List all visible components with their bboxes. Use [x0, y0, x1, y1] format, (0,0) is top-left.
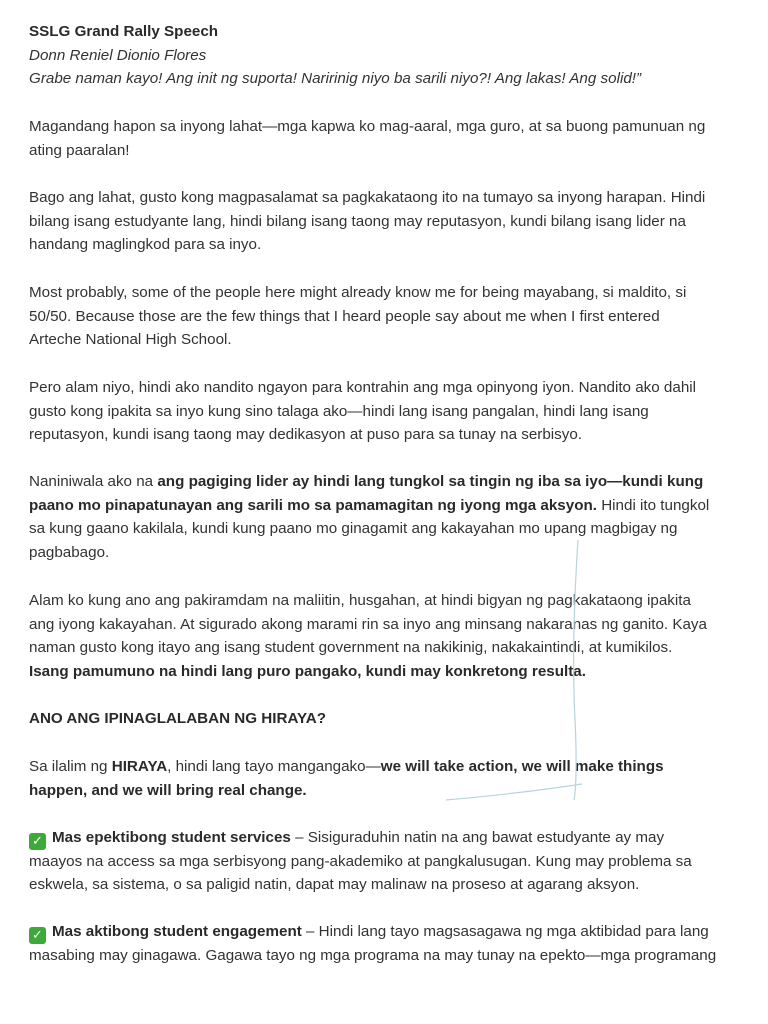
- emphasis-text: paano mo pinapatunayan ang sarili mo sa pamamagitan ng iyong mga aksyon.: [29, 496, 597, 514]
- paragraph-greeting: [29, 115, 747, 162]
- paragraph-hiraya: [29, 755, 747, 802]
- text-line: sa kung gaano kakilala, kundi kung paano mo ginagamit ang kakayahan mo upang magbigay ng: [29, 520, 678, 538]
- text-line: Bago ang lahat, gusto kong magpasalamat sa pagkakataong ito na tumayo sa inyong harapan. Hindi: [29, 189, 706, 206]
- text-line: [29, 494, 747, 518]
- party-name: HIRAYA: [111, 758, 168, 775]
- author-name: Donn Reniel Dionio Flores: [29, 46, 207, 64]
- text-line: [29, 470, 747, 494]
- emphasis-text: Mas epektibong student services: [52, 829, 291, 846]
- section-heading: [29, 707, 747, 731]
- text-run: – Hindi lang tayo magsasagawa ng mga aktibidad para lang: [301, 923, 709, 940]
- document-header: [29, 20, 747, 91]
- text-line: [29, 826, 747, 850]
- text-line: naman gusto kong itayo ang isang student government na nakikinig, nakakaintindi, at kumikilos.: [29, 639, 673, 657]
- text-run: Sa ilalim ng: [29, 758, 112, 775]
- document-title: SSLG Grand Rally Speech: [29, 23, 219, 40]
- text-line: gusto kong ipakita sa inyo kung sino talaga ako—hindi lang isang pangalan, hindi lang isang: [29, 402, 649, 420]
- paragraph-gratitude: [29, 186, 747, 257]
- text-line: 50/50. Because those are the few things that I heard people say about me when I first entered: [29, 307, 660, 325]
- text-run: – Sisiguraduhin natin na ang bawat estudyante ay may: [290, 829, 665, 846]
- text-line: [29, 779, 747, 803]
- emphasis-text: happen, and we will bring real change.: [29, 781, 307, 799]
- text-line: Magandang hapon sa inyong lahat—mga kapwa ko mag-aaral, mga guro, at sa buong pamunuan ng: [29, 118, 706, 135]
- emphasis-text: Isang pamumuno na hindi lang puro pangako, kundi may konkretong resulta.: [29, 662, 586, 680]
- text-line: ang iyong kakayahan. At sigurado akong marami rin sa inyo ang minsang nakaranas ng ganito. Kaya: [29, 615, 707, 633]
- text-line: reputasyon, kundi isang taong may dedikasyon at puso para sa tunay na serbisyo.: [29, 426, 583, 444]
- paragraph-student-engagement: [29, 920, 747, 967]
- emphasis-text: we will take action, we will make things: [380, 758, 664, 775]
- text-line: [29, 660, 747, 684]
- text-run: , hindi lang tayo mangangako—: [167, 758, 381, 775]
- text-line: Alam ko kung ano ang pakiramdam na maliitin, husgahan, at hindi bigyan ng pagkakataong ipakita: [29, 592, 691, 609]
- text-line: [29, 920, 747, 944]
- check-mark-icon: ✓: [29, 833, 46, 850]
- text-line: [29, 755, 747, 779]
- text-line: Arteche National High School.: [29, 331, 232, 349]
- opening-quote: Grabe naman kayo! Ang init ng suporta! Naririnig niyo ba sarili niyo?! Ang lakas! Ang solid!”: [29, 70, 642, 88]
- paragraph-belief: [29, 470, 747, 564]
- text-run: Naniniwala ako na: [29, 473, 158, 490]
- section-heading-text: ANO ANG IPINAGLALABAN NG HIRAYA?: [29, 710, 327, 727]
- text-line: masabing may ginagawa. Gagawa tayo ng mga programa na may tunay na epekto—mga programang: [29, 946, 717, 964]
- text-line: pagbabago.: [29, 543, 110, 561]
- paragraph-feeling: [29, 589, 747, 683]
- text-line: maayos na access sa mga serbisyong pang-akademiko at pangkalusugan. Kung may problema sa: [29, 852, 692, 870]
- text-line: handang maglingkod para sa inyo.: [29, 236, 262, 254]
- emphasis-text: ang pagiging lider ay hindi lang tungkol sa tingin ng iba sa iyo—kundi kung: [157, 473, 704, 490]
- paragraph-purpose: [29, 376, 747, 447]
- text-line: eskwela, sa sistema, o sa paligid natin, dapat may malinaw na proseso at agarang aksyon.: [29, 876, 640, 894]
- paragraph-reputation: [29, 281, 747, 352]
- emphasis-text: Mas aktibong student engagement: [52, 923, 302, 940]
- text-line: Pero alam niyo, hindi ako nandito ngayon para kontrahin ang mga opinyong iyon. Nandito ako dahil: [29, 379, 697, 396]
- text-line: ating paaralan!: [29, 141, 130, 159]
- check-mark-icon: ✓: [29, 927, 46, 944]
- paragraph-student-services: [29, 826, 747, 897]
- text-line: Most probably, some of the people here might already know me for being mayabang, si maldito, si: [29, 284, 687, 301]
- text-run: Hindi ito tungkol: [596, 496, 710, 514]
- text-line: bilang isang estudyante lang, hindi bilang isang taong may reputasyon, kundi bilang isang lider na: [29, 212, 686, 230]
